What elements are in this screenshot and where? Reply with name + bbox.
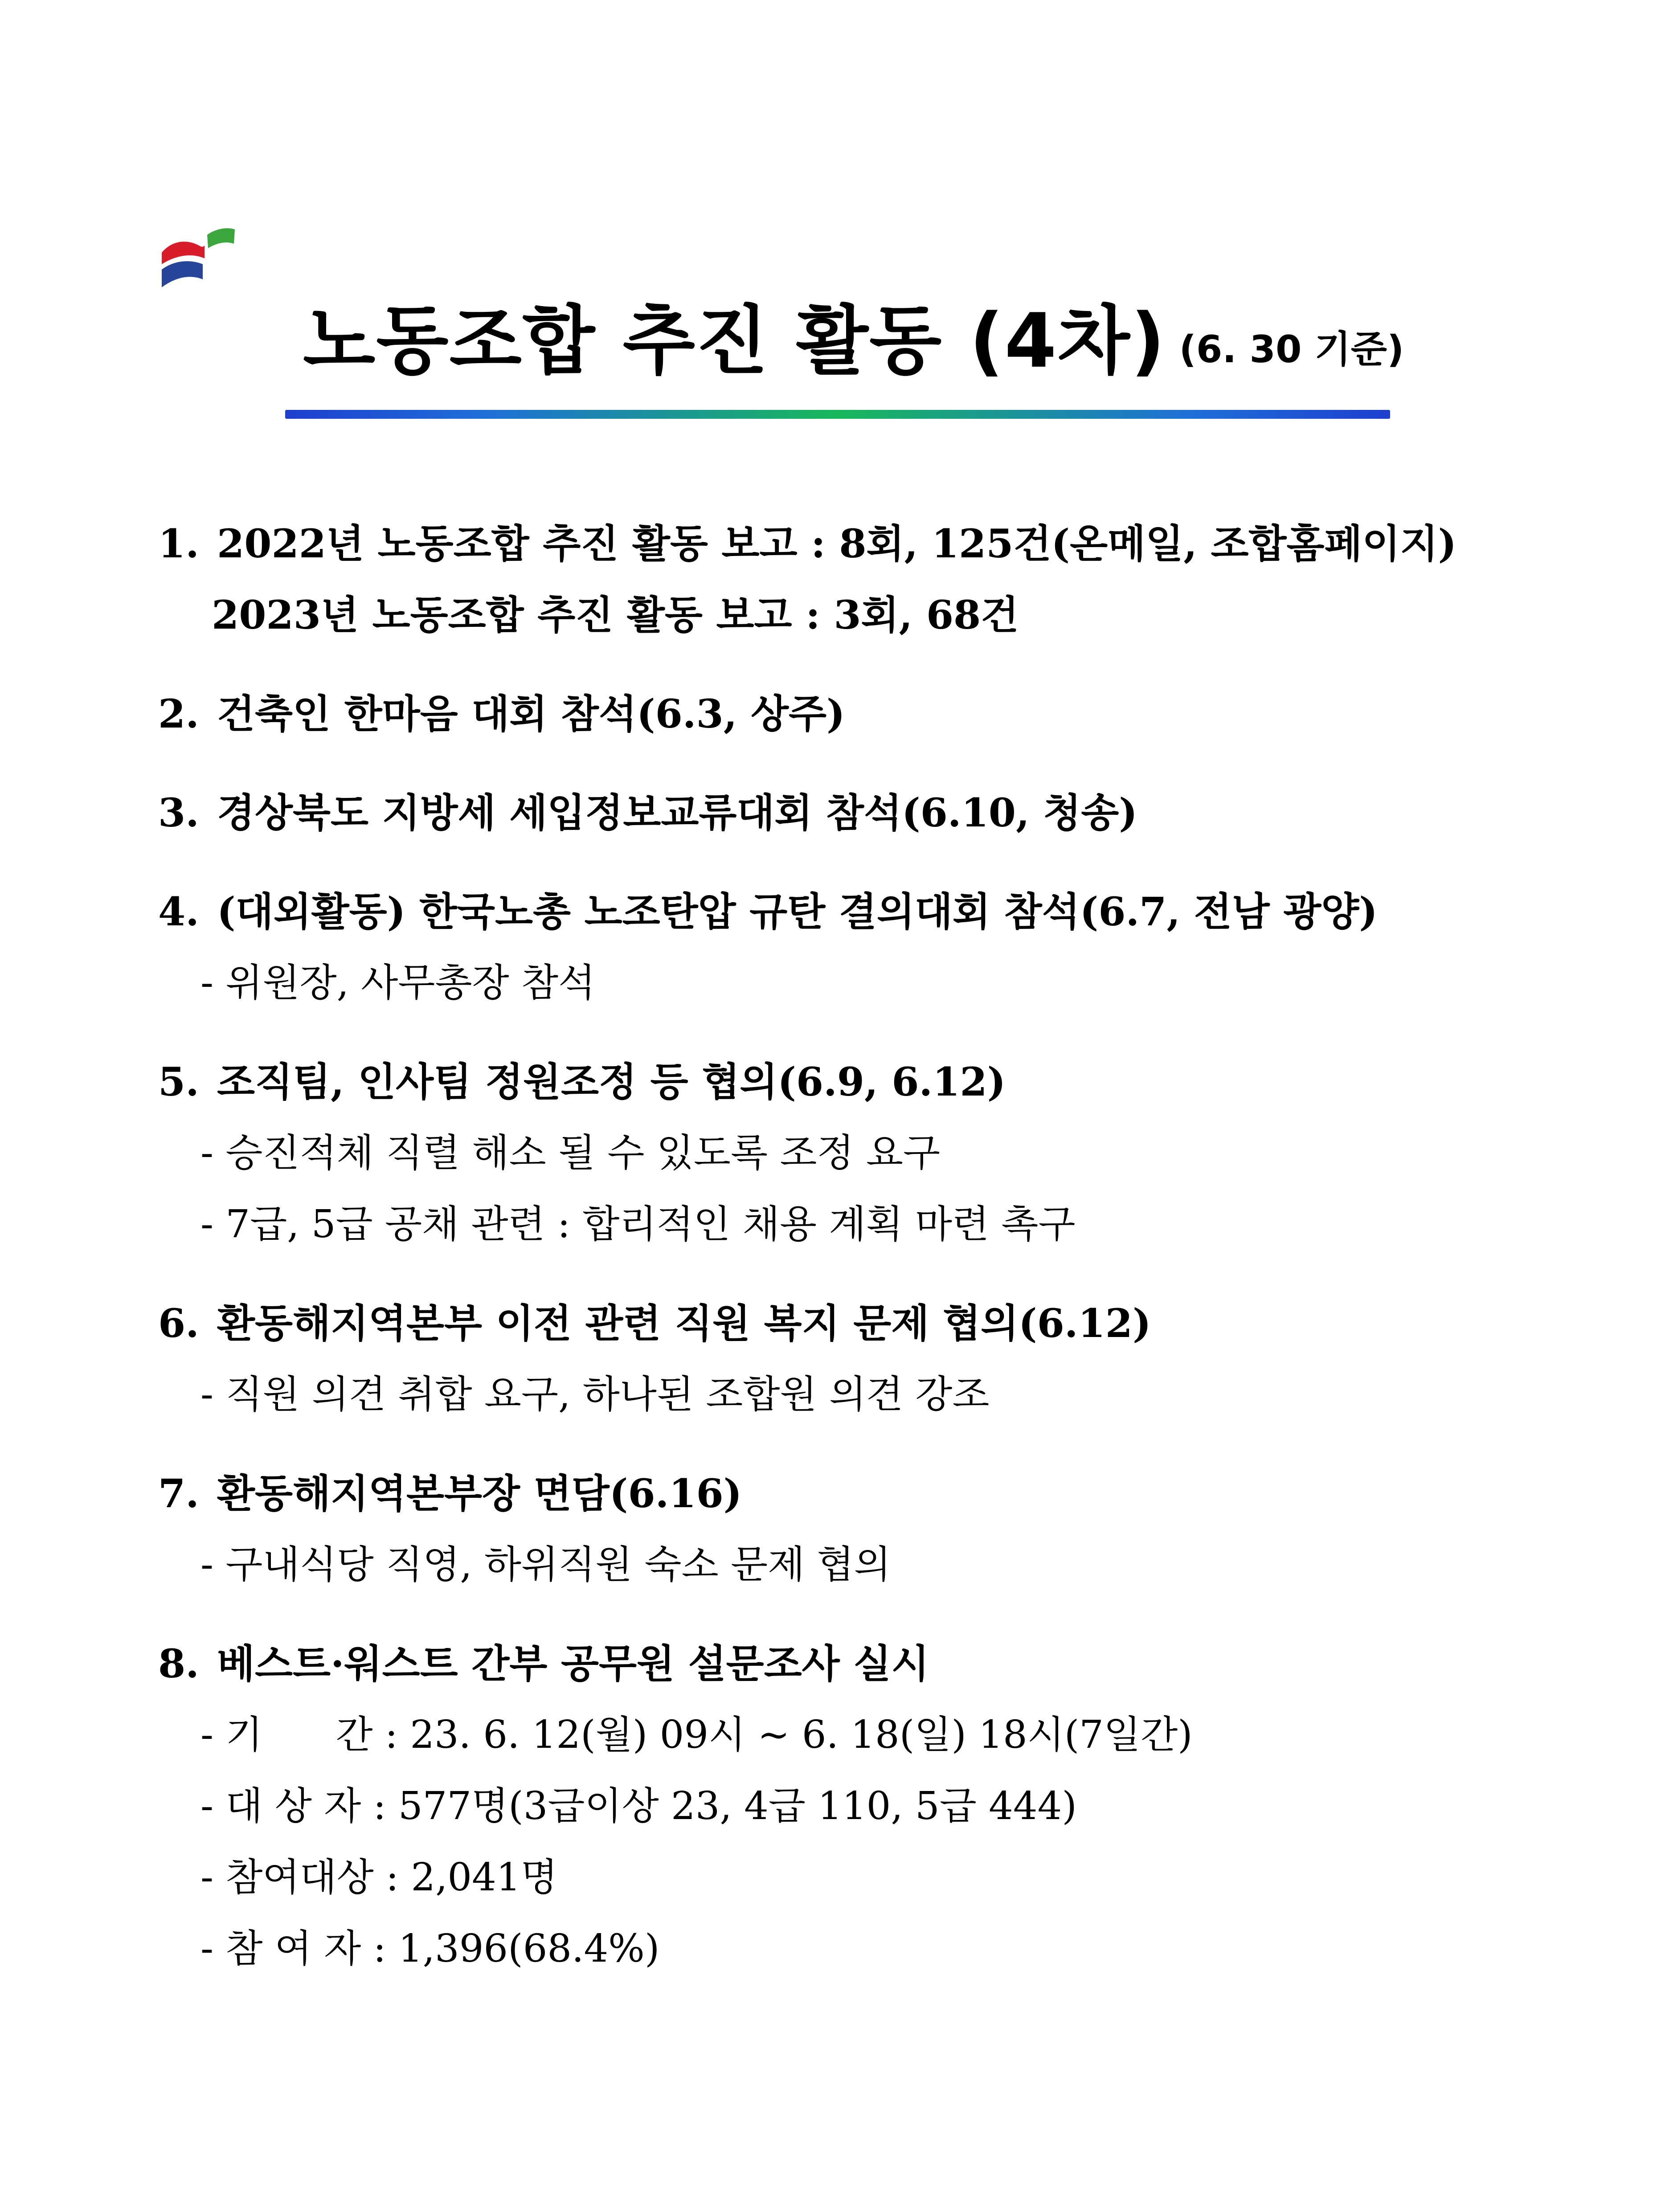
survey-participants: - 참 여 자 : 1,396(68.4%) xyxy=(200,1926,660,1971)
survey-eligible: - 참여대상 : 2,041명 xyxy=(200,1855,558,1900)
item-number: 2. xyxy=(158,691,199,737)
title-date-basis: (6. 30 기준) xyxy=(1179,327,1404,371)
organization-logo-icon xyxy=(158,225,236,298)
item-title: (대외활동) 한국노총 노조탄압 규탄 결의대회 참석(6.7, 전남 광양) xyxy=(217,888,1378,935)
item-number: 8. xyxy=(158,1640,199,1687)
item-title: 조직팀, 인사팀 정원조정 등 협의(6.9, 6.12) xyxy=(217,1059,1006,1105)
activity-item-8 xyxy=(158,1628,1606,1984)
item-title: 환동해지역본부장 면담(6.16) xyxy=(217,1470,742,1517)
title-block xyxy=(285,296,1404,399)
activity-item-2 xyxy=(158,678,1606,749)
activity-item-4 xyxy=(158,876,1606,1018)
activity-item-3 xyxy=(158,777,1606,848)
logo-red-wave xyxy=(162,241,205,264)
item-detail: - 직원 의견 취합 요구, 하나된 조합원 의견 강조 xyxy=(200,1372,990,1417)
activity-item-1 xyxy=(158,508,1606,650)
item-title: 경상북도 지방세 세입정보교류대회 참석(6.10, 청송) xyxy=(217,789,1137,836)
survey-target: - 대 상 자 : 577명(3급이상 23, 4급 110, 5급 444) xyxy=(200,1784,1077,1828)
item-detail: - 승진적체 직렬 해소 될 수 있도록 조정 요구 xyxy=(200,1131,941,1175)
item-number: 7. xyxy=(158,1470,199,1517)
item-detail: - 7급, 5급 공채 관련 : 합리적인 채용 계획 마련 촉구 xyxy=(200,1202,1076,1247)
title-main: 노동조합 추진 활동 (4차) xyxy=(303,297,1166,384)
item-detail: - 구내식당 직영, 하위직원 숙소 문제 협의 xyxy=(200,1542,891,1587)
item-number: 3. xyxy=(158,789,199,836)
logo-blue-wave xyxy=(162,261,203,287)
item-title: 2022년 노동조합 추진 활동 보고 : 8회, 125건(온메일, 조합홈페이지) xyxy=(217,520,1457,567)
title-underline xyxy=(285,410,1390,419)
item-title: 건축인 한마음 대회 참석(6.3, 상주) xyxy=(217,691,845,737)
activity-list xyxy=(158,508,1606,1984)
item-number: 1. xyxy=(158,520,199,567)
item-title-continuation: 2023년 노동조합 추진 활동 보고 : 3회, 68건 xyxy=(212,592,1019,638)
item-number: 6. xyxy=(158,1300,199,1346)
item-title: 베스트·워스트 간부 공무원 설문조사 실시 xyxy=(217,1640,929,1687)
logo-green-wave xyxy=(207,228,235,248)
activity-item-5 xyxy=(158,1046,1606,1260)
item-number: 4. xyxy=(158,888,199,935)
activity-item-7 xyxy=(158,1458,1606,1600)
survey-period: - 기 간 : 23. 6. 12(월) 09시 ~ 6. 18(일) 18시(7일간) xyxy=(200,1713,1193,1757)
page-title xyxy=(303,296,1404,394)
item-number: 5. xyxy=(158,1059,199,1105)
item-detail: - 위원장, 사무총장 참석 xyxy=(200,961,596,1005)
activity-item-6 xyxy=(158,1288,1606,1430)
item-title: 환동해지역본부 이전 관련 직원 복지 문제 협의(6.12) xyxy=(217,1300,1151,1346)
